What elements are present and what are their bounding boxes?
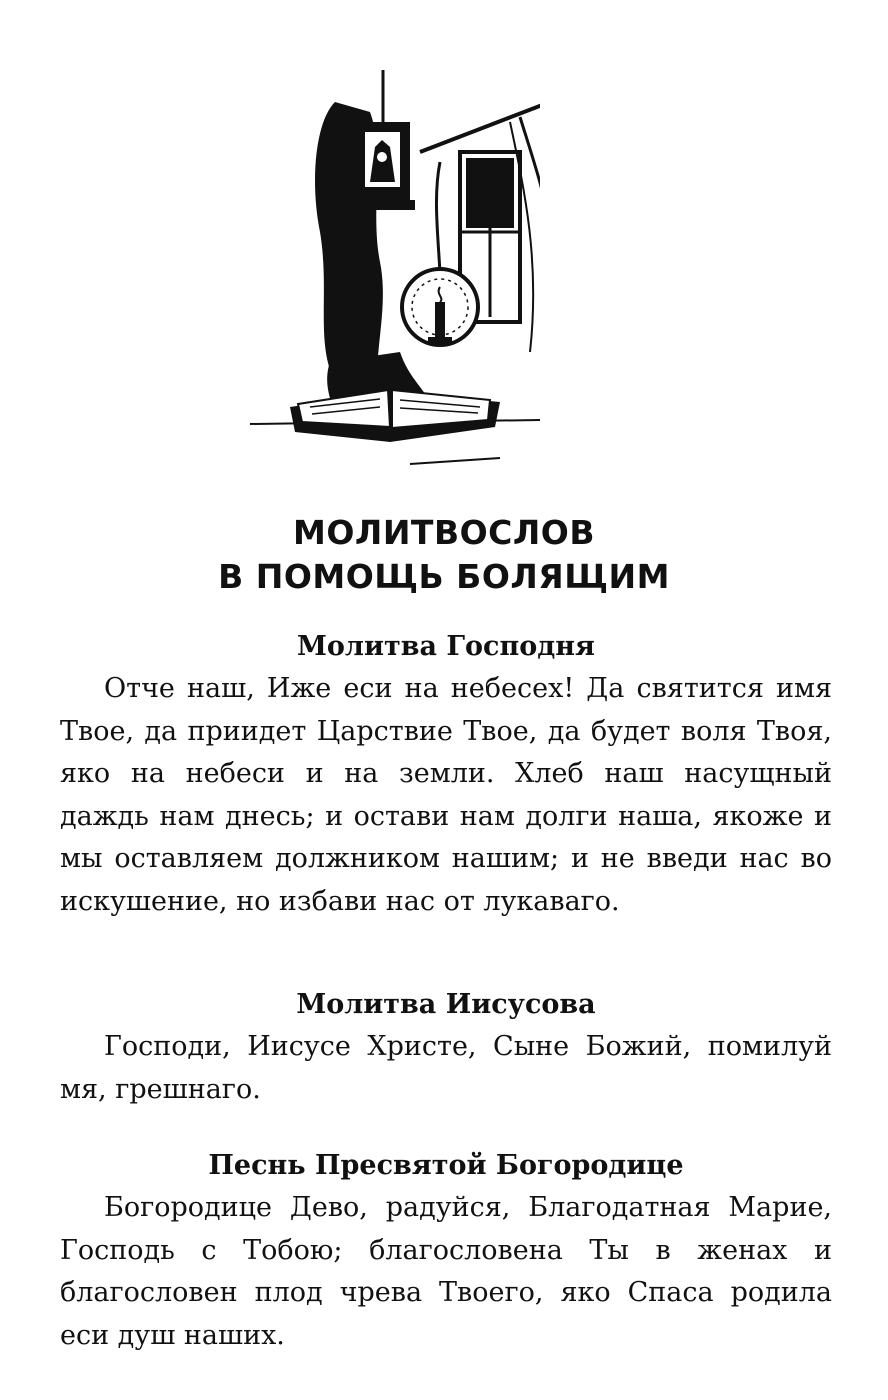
icon-lamp-icon <box>350 70 415 210</box>
prayer-text: Отче наш, Иже еси на небесех! Да святится имя Твое, да приидет Царствие Твое, да будет воля Твоя, яко на небеси и на земли. Хлеб наш насущный даждь нам днесь; и остави нам долги наша, якоже и мы оставляем должником нашим; и не введи нас во искушение, но избави нас от лукаваго. <box>60 673 832 917</box>
prayer-text: Богородице Дево, радуйся, Благодатная Марие, Господь с Тобою; благословена Ты в женах и благословен плод чрева Твоего, яко Спаса родила еси душ наших. <box>60 1192 832 1351</box>
prayer-section-jesus-prayer <box>60 984 832 1111</box>
prayer-section-lords-prayer <box>60 626 832 923</box>
book-title-line-1: МОЛИТВОСЛОВ <box>293 513 595 552</box>
book-title-line-2: В ПОМОЩЬ БОЛЯЩИМ <box>218 557 670 596</box>
illustration-prayer-corner <box>240 62 540 472</box>
prayer-heading: Молитва Иисусова <box>296 989 596 1020</box>
prayer-heading: Молитва Господня <box>297 631 595 662</box>
candle-icon <box>402 269 478 345</box>
prayer-text: Господи, Иисусе Христе, Сыне Божий, помилуй мя, грешнаго. <box>60 1031 832 1105</box>
prayer-section-theotokos-hymn <box>60 1145 832 1357</box>
prayer-heading: Песнь Пресвятой Богородице <box>208 1150 684 1181</box>
open-book-icon <box>290 390 500 442</box>
